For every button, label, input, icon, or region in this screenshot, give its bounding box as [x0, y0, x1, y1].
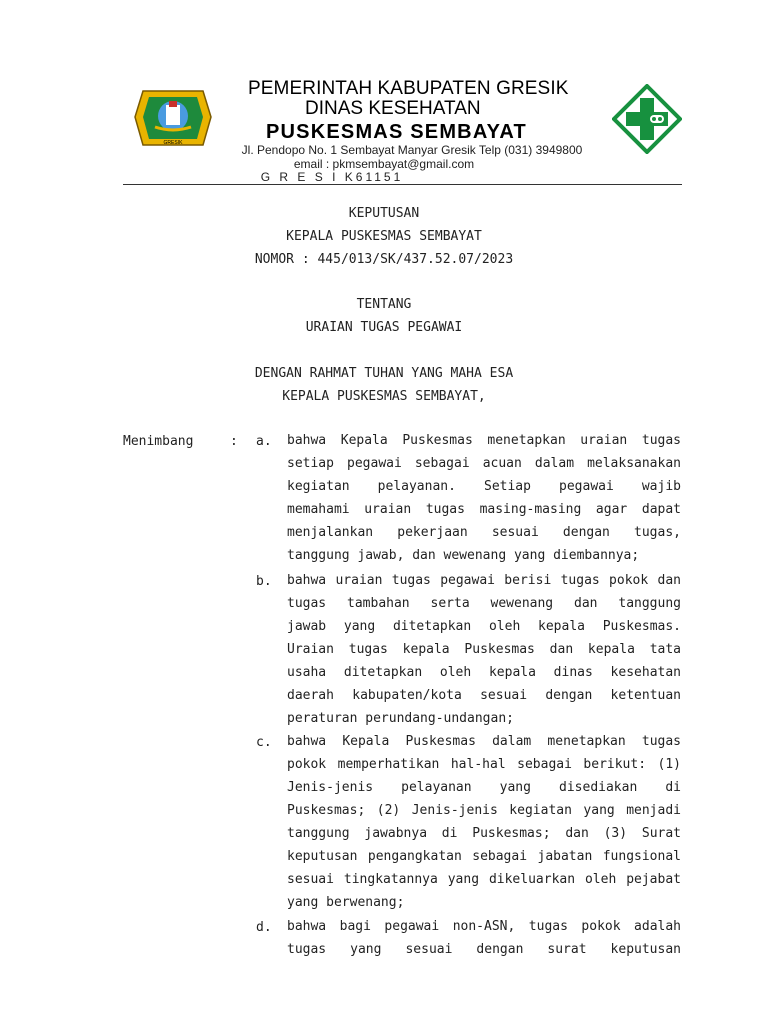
government-title: PEMERINTAH KABUPATEN GRESIK: [248, 78, 569, 99]
item-a-line: tanggung jawab, dan wewenang yang diembannya;: [287, 548, 640, 563]
decree-number: NOMOR : 445/013/SK/437.52.07/2023: [254, 252, 514, 267]
item-a-line: setiap pegawai sebagai acuan dalam melaksanakan: [287, 456, 681, 471]
considering-colon: :: [230, 434, 238, 449]
item-a-text: [287, 429, 681, 567]
item-c-text: [287, 730, 681, 914]
item-c-line: yang berwenang;: [287, 895, 405, 910]
about-label: TENTANG: [356, 297, 412, 312]
decree-issuer: KEPALA PUSKESMAS SEMBAYAT: [286, 229, 482, 244]
item-b-line: usaha ditetapkan oleh kepala dinas kesehatan: [287, 665, 681, 680]
item-c-line: keputusan pengangkatan sebagai jabatan fungsional: [287, 849, 681, 864]
item-b-line: jawab yang ditetapkan oleh kepala Puskesmas.: [287, 619, 681, 634]
city-postcode-line: G R E S I K61151: [260, 170, 404, 184]
item-b-line: bahwa uraian tugas pegawai berisi tugas pokok dan: [287, 573, 681, 588]
item-b-line: tugas tambahan serta wewenang dan tanggung: [287, 596, 681, 611]
item-c-line: sesuai tingkatannya yang dikeluarkan oleh pejabat: [287, 872, 681, 887]
item-letter-a: a.: [256, 434, 272, 449]
item-letter-b: b.: [256, 574, 272, 589]
address-line: Jl. Pendopo No. 1 Sembayat Manyar Gresik Telp (031) 3949800: [241, 143, 583, 157]
item-b-line: peraturan perundang-undangan;: [287, 711, 514, 726]
item-a-line: memahami uraian tugas masing-masing agar dapat: [287, 502, 681, 517]
decree-title: KEPUTUSAN: [348, 206, 420, 221]
item-c-line: Puskesmas; (2) Jenis-jenis kegiatan yang menjadi: [287, 803, 681, 818]
invocation-line: DENGAN RAHMAT TUHAN YANG MAHA ESA: [254, 366, 514, 381]
item-b-line: Uraian tugas kepala Puskesmas dan kepala tata: [287, 642, 681, 657]
decree-subject: URAIAN TUGAS PEGAWAI: [305, 320, 463, 335]
item-b-text: [287, 569, 681, 730]
item-d-line: tugas yang sesuai dengan surat keputusan: [287, 942, 681, 957]
item-c-line: Jenis-jenis pelayanan yang disediakan di: [287, 780, 681, 795]
item-a-line: menjalankan pekerjaan sesuai dengan tugas,: [287, 525, 681, 540]
item-a-line: bahwa Kepala Puskesmas menetapkan uraian tugas: [287, 433, 681, 448]
item-letter-d: d.: [256, 920, 272, 935]
considering-label: Menimbang: [123, 434, 194, 449]
issuer-line: KEPALA PUSKESMAS SEMBAYAT,: [282, 389, 486, 404]
item-a-line: kegiatan pelayanan. Setiap pegawai wajib: [287, 479, 681, 494]
item-c-line: tanggung jawabnya di Puskesmas; dan (3) Surat: [287, 826, 681, 841]
clinic-title: PUSKESMAS SEMBAYAT: [266, 121, 527, 143]
item-letter-c: c.: [256, 735, 272, 750]
item-c-line: pokok memperhatikan hal-hal sebagai berikut: (1): [287, 757, 681, 772]
item-c-line: bahwa Kepala Puskesmas dalam menetapkan tugas: [287, 734, 681, 749]
emblem-text: GRESIK: [163, 140, 183, 146]
item-b-line: daerah kabupaten/kota sesuai dengan ketentuan: [287, 688, 681, 703]
department-title: DINAS KESEHATAN: [305, 98, 481, 119]
header-divider: [123, 184, 682, 185]
item-d-line: bahwa bagi pegawai non-ASN, tugas pokok adalah: [287, 919, 681, 934]
item-d-text: [287, 915, 681, 961]
email-line: email : pkmsembayat@gmail.com: [293, 157, 475, 171]
puskesmas-cross-logo-icon: [612, 84, 682, 154]
